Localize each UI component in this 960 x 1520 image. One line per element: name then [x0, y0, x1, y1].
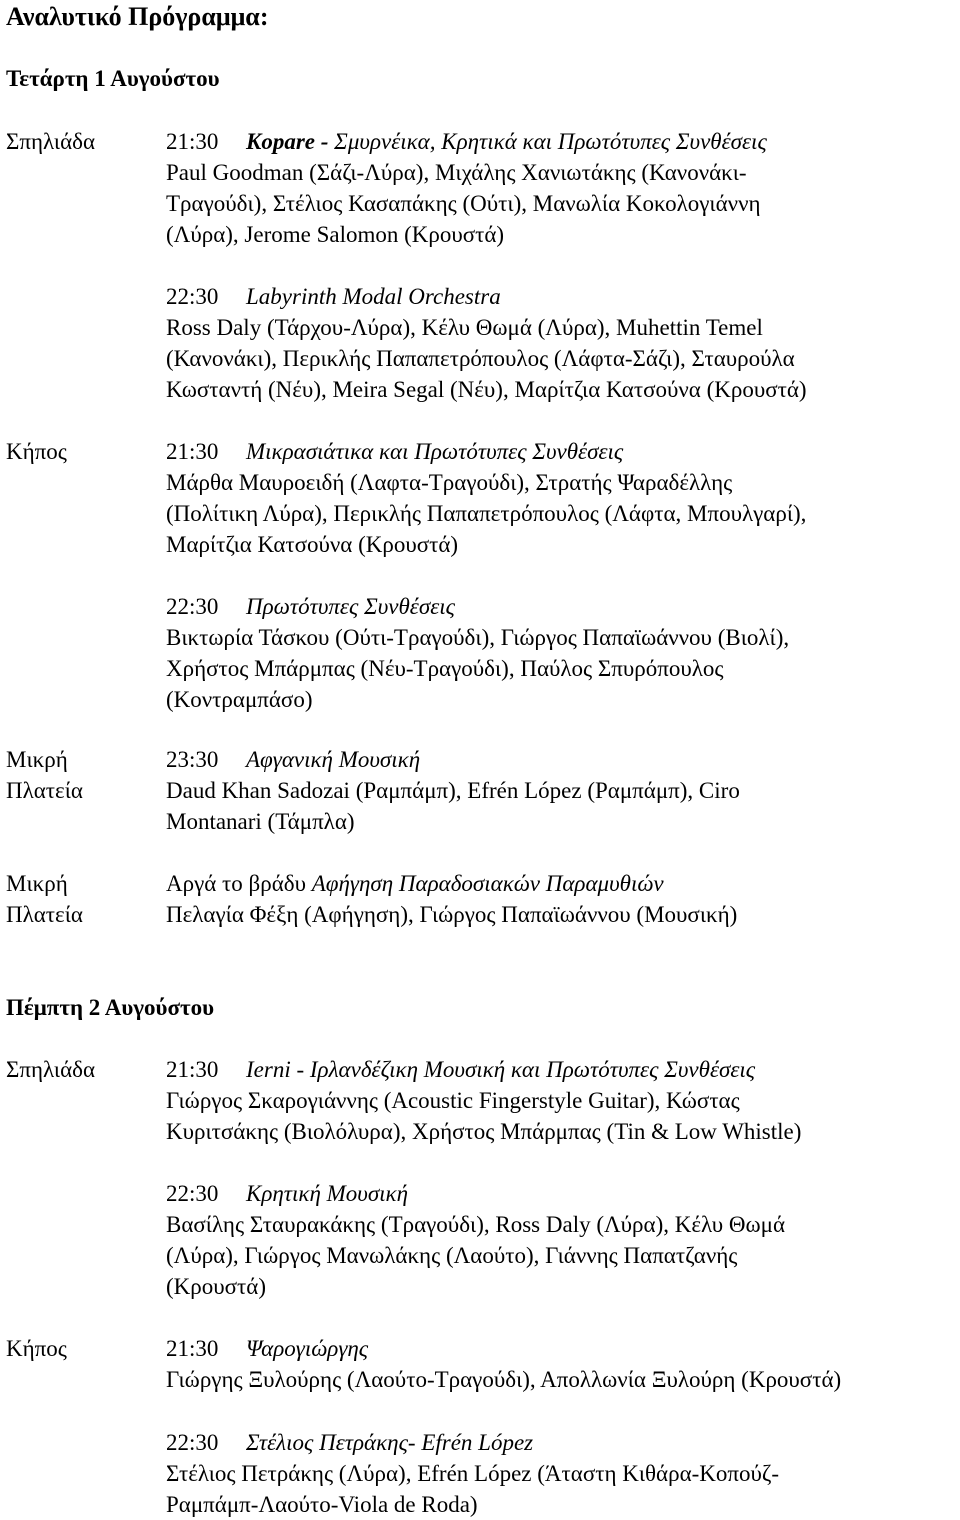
venue-name: Κήπος: [6, 439, 67, 464]
event-title: Ψαρογιώργης: [246, 1336, 369, 1361]
venue-name: Μικρή Πλατεία: [6, 871, 83, 927]
venue-name: Σπηλιάδα: [6, 1057, 96, 1082]
event-entry: 21:30 Ψαρογιώργης Γιώργης Ξυλούρης (Λαούτο-Τραγούδι), Απολλωνία Ξυλούρη (Κρουστά): [166, 1336, 842, 1392]
event-title: Κρητική Μουσική: [246, 1181, 409, 1206]
event-title: Σμυρνέικα, Κρητικά και Πρωτότυπες Συνθέσεις: [334, 129, 767, 154]
venue-name: Μικρή Πλατεία: [6, 747, 83, 803]
event-entry: 22:30 Labyrinth Modal Orchestra Ross Daly (Τάρχου-Λύρα), Κέλυ Θωμά (Λύρα), Muhettin Temel (Κανονάκι), Περικλής Παπαπετρόπουλος (Λάφτα-Σάζι), Σταυρούλα Κωσταντή (Νέυ), Meira Segal (Νέυ), Μαρίτζια Κατσούνα (Κρουστά): [166, 284, 807, 402]
day-heading: Πέμπτη 2 Αυγούστου: [6, 995, 215, 1020]
event-title: Πρωτότυπες Συνθέσεις: [246, 594, 455, 619]
event-entry: 21:30 Ierni - Ιρλανδέζικη Μουσική και Πρωτότυπες Συνθέσεις Γιώργος Σκαρογιάννης (Acoustic Fingerstyle Guitar), Κώστας Κυριτσάκης (Βιολόλυρα), Χρήστος Μπάρμπας (Tin & Low Whistle): [166, 1057, 802, 1144]
event-entry: 22:30 Στέλιος Πετράκης- Efrén López Στέλιος Πετράκης (Λύρα), Efrén López (Άταστη Κιθάρα-Κοπούζ- Ραμπάμπ-Λαούτο-Viola de Roda): [166, 1430, 780, 1517]
event-entry: 22:30 Κρητική Μουσική Βασίλης Σταυρακάκης (Τραγούδι), Ross Daly (Λύρα), Κέλυ Θωμά (Λύρα), Γιώργος Μανωλάκης (Λαούτο), Γιάννης Παπατζανής (Κρουστά): [166, 1181, 786, 1299]
event-title: Στέλιος Πετράκης- Efrén López: [246, 1430, 534, 1455]
event-title-prefix: Ierni -: [246, 1057, 310, 1082]
day-heading: Τετάρτη 1 Αυγούστου: [6, 66, 220, 91]
event-title: Labyrinth Modal Orchestra: [246, 284, 501, 309]
event-title: Μικρασιάτικα και Πρωτότυπες Συνθέσεις: [246, 439, 624, 464]
venue-name: Κήπος: [6, 1336, 67, 1361]
event-entry: 23:30 Αφγανική Μουσική Daud Khan Sadozai (Ραμπάμπ), Efrén López (Ραμπάμπ), Ciro Montanari (Τάμπλα): [166, 747, 740, 834]
event-title-prefix: Kopare -: [246, 129, 335, 154]
event-title: Αφγανική Μουσική: [246, 747, 421, 772]
page-title: Αναλυτικό Πρόγραμμα:: [6, 2, 269, 31]
event-title: Αφήγηση Παραδοσιακών Παραμυθιών: [311, 871, 664, 896]
venue-name: Σπηλιάδα: [6, 129, 96, 154]
event-entry: 21:30 Μικρασιάτικα και Πρωτότυπες Συνθέσεις Μάρθα Μαυροειδή (Λαφτα-Τραγούδι), Στρατής Ψαραδέλλης (Πολίτικη Λύρα), Περικλής Παπαπετρόπουλος (Λάφτα, Μπουλγαρί), Μαρίτζια Κατσούνα (Κρουστά): [166, 439, 807, 557]
event-entry: Αργά το βράδυ Αφήγηση Παραδοσιακών Παραμυθιών Πελαγία Φέξη (Αφήγηση), Γιώργος Παπαϊωάννου (Μουσική): [166, 871, 738, 927]
event-entry: 21:30 Kopare - Σμυρνέικα, Κρητικά και Πρωτότυπες Συνθέσεις Paul Goodman (Σάζι-Λύρα), Μιχάλης Χανιωτάκης (Κανονάκι- Τραγούδι), Στέλιος Κασαπάκης (Ούτι), Μανωλία Κοκολογιάννη (Λύρα), Jerome Salomon (Κρουστά): [166, 129, 767, 247]
event-title: Ιρλανδέζικη Μουσική και Πρωτότυπες Συνθέσεις: [309, 1057, 756, 1082]
event-entry: 22:30 Πρωτότυπες Συνθέσεις Βικτωρία Τάσκου (Ούτι-Τραγούδι), Γιώργος Παπαϊωάννου (Βιολί), Χρήστος Μπάρμπας (Νέυ-Τραγούδι), Παύλος Σπυρόπουλος (Κοντραμπάσο): [166, 594, 790, 712]
